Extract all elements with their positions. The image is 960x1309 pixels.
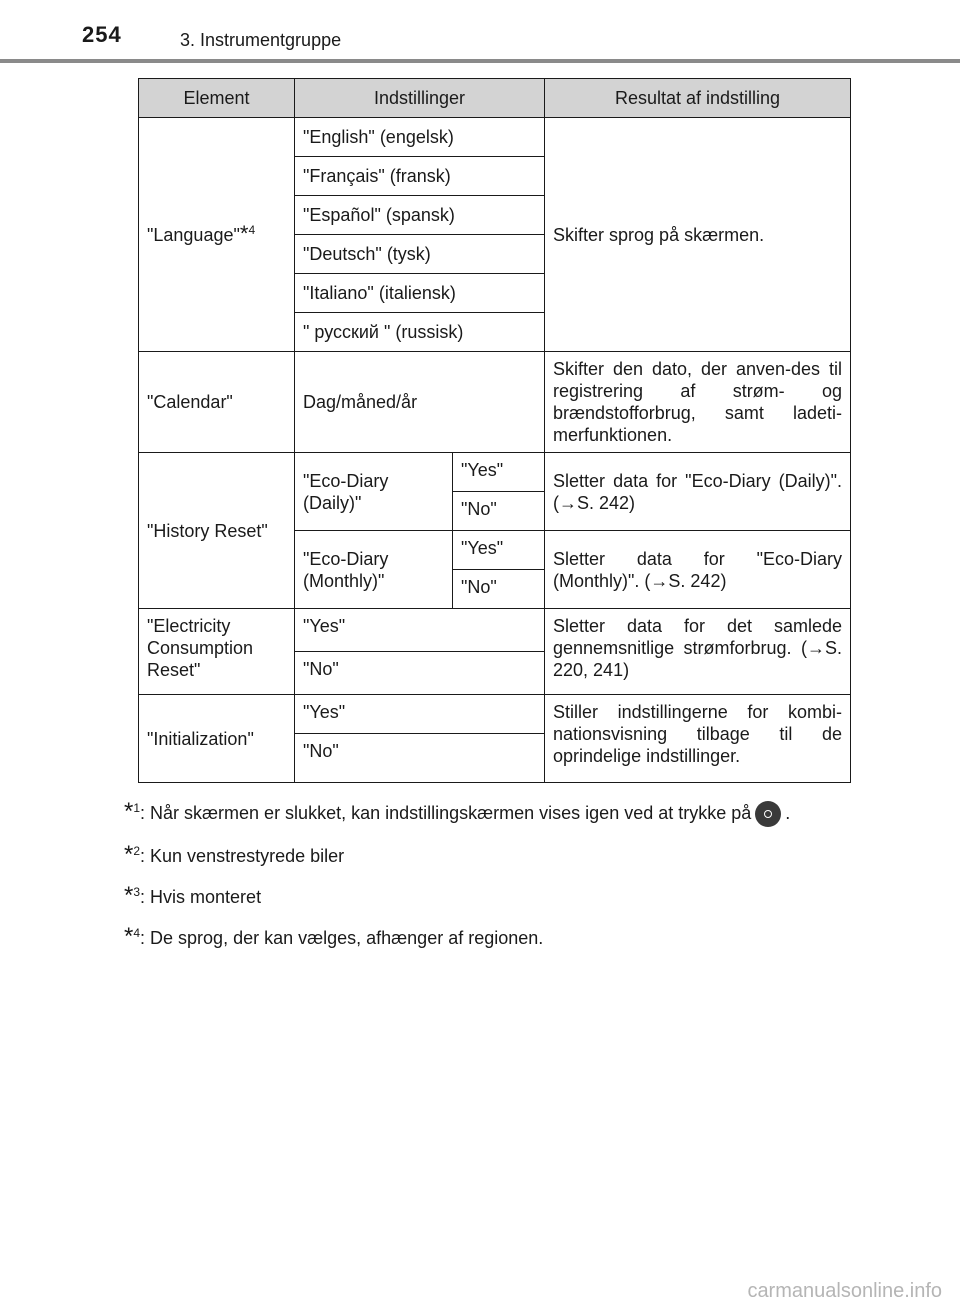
footnote-text-end: . — [785, 803, 791, 823]
table-row — [139, 609, 851, 652]
table-row — [139, 453, 851, 492]
footnote-4 — [124, 921, 850, 950]
footnote-text: : Hvis monteret — [140, 887, 262, 908]
settings-table — [138, 78, 851, 783]
eco-diary-monthly-yes: "Yes" — [453, 531, 545, 570]
electricity-reset-result: Sletter data for det samlede gennemsnitlige strømforbrug. (→S. 220, 241) — [545, 609, 851, 695]
header-element: Element — [139, 79, 295, 118]
chapter-title: 3. Instrumentgruppe — [180, 30, 342, 50]
calendar-result: Skifter den dato, der anven-des til registrering af strøm- og brændstofforbrug, samt ladeti-merfunktionen. — [545, 352, 851, 453]
language-option: "Español" (spansk) — [295, 196, 545, 235]
footnote-asterisk: * — [124, 882, 134, 910]
page-number: 254 — [82, 22, 122, 47]
language-option: "English" (engelsk) — [295, 118, 545, 157]
header-result: Resultat af indstilling — [545, 79, 851, 118]
history-reset-element: "History Reset" — [139, 453, 295, 609]
electricity-reset-element: "Electricity Consumption Reset" — [139, 609, 295, 695]
language-footnote-ref: 4 — [248, 222, 256, 237]
electricity-reset-no: "No" — [295, 652, 545, 695]
footnote-text: : Når skærmen er slukket, kan indstillingskærmen vises igen ved at trykke på — [140, 803, 752, 823]
footnote-text: : De sprog, der kan vælges, afhænger af regionen. — [140, 928, 544, 949]
header-rule — [0, 59, 960, 63]
footnote-asterisk: * — [124, 923, 134, 951]
eco-diary-daily-label: "Eco-Diary (Daily)" — [295, 453, 453, 531]
watermark: carmanualsonline.info — [747, 1280, 942, 1302]
language-element-cell — [139, 118, 295, 352]
footnote-text: : Kun venstrestyrede biler — [140, 846, 345, 867]
language-result: Skifter sprog på skærmen. — [545, 118, 851, 352]
initialization-no: "No" — [295, 734, 545, 783]
eco-diary-monthly-result: Sletter data for "Eco-Diary (Monthly)". (→S. 242) — [545, 531, 851, 609]
language-option: "Français" (fransk) — [295, 157, 545, 196]
footnotes — [124, 796, 850, 962]
calendar-element: "Calendar" — [139, 352, 295, 453]
calendar-setting: Dag/måned/år — [295, 352, 545, 453]
eco-diary-daily-result: Sletter data for "Eco-Diary (Daily)". (→S. 242) — [545, 453, 851, 531]
language-option: " русский " (russisk) — [295, 313, 545, 352]
eco-diary-monthly-label: "Eco-Diary (Monthly)" — [295, 531, 453, 609]
footnote-1 — [124, 796, 850, 827]
language-option: "Italiano" (italiensk) — [295, 274, 545, 313]
footnote-mark: 1 — [133, 801, 141, 815]
initialization-yes: "Yes" — [295, 695, 545, 734]
header-settings: Indstillinger — [295, 79, 545, 118]
language-option: "Deutsch" (tysk) — [295, 235, 545, 274]
electricity-reset-yes: "Yes" — [295, 609, 545, 652]
footnote-mark: 3 — [133, 885, 141, 900]
footnote-3 — [124, 880, 850, 909]
table-row — [139, 352, 851, 453]
table-row — [139, 118, 851, 157]
eco-diary-monthly-no: "No" — [453, 570, 545, 609]
footnote-mark: 2 — [133, 844, 141, 859]
footnote-asterisk: * — [124, 841, 134, 869]
initialization-element: "Initialization" — [139, 695, 295, 783]
footnote-asterisk: * — [239, 220, 249, 246]
table-header-row — [139, 79, 851, 118]
language-element: "Language" — [147, 224, 240, 245]
display-button-icon — [755, 801, 781, 827]
table-row — [139, 695, 851, 734]
initialization-result: Stiller indstillingerne for kombi-nationsvisning tilbage til de oprindelige indstillinger. — [545, 695, 851, 783]
footnote-mark: 4 — [133, 926, 141, 941]
eco-diary-daily-yes: "Yes" — [453, 453, 545, 492]
eco-diary-daily-no: "No" — [453, 492, 545, 531]
footnote-asterisk: * — [124, 798, 134, 825]
footnote-2 — [124, 839, 850, 868]
